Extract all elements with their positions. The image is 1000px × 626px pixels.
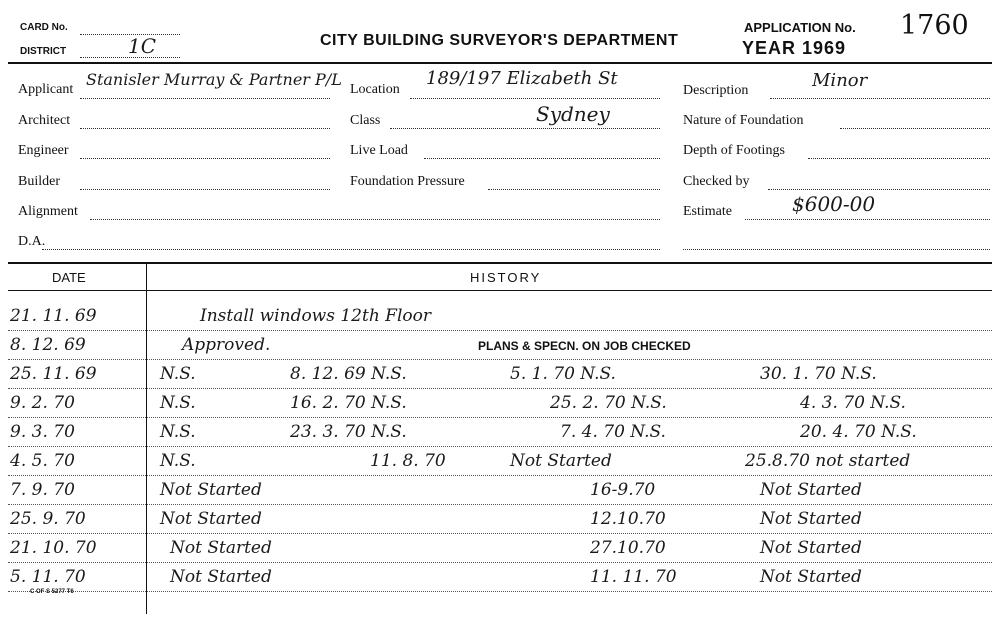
history-entry: 30. 1. 70 N.S. [760, 364, 877, 384]
history-row-line [8, 330, 992, 331]
history-entry: Approved. [182, 335, 271, 355]
history-date: 21. 10. 70 [10, 538, 97, 558]
history-row-line [8, 562, 992, 563]
history-entry: N.S. [160, 364, 196, 384]
applicant-label: Applicant [18, 82, 74, 97]
blank-line [683, 249, 990, 250]
history-date: 25. 11. 69 [10, 364, 97, 384]
history-row-line [8, 388, 992, 389]
da-line [42, 249, 660, 250]
history-row-line [8, 475, 992, 476]
district-value: 1C [128, 34, 157, 58]
year-label: YEAR 1969 [742, 38, 847, 58]
live-load-label: Live Load [350, 143, 408, 158]
checked-by-line [768, 189, 990, 190]
history-entry: 4. 3. 70 N.S. [800, 393, 906, 413]
history-header-rule [8, 290, 992, 291]
history-entry: N.S. [160, 422, 196, 442]
class-label: Class [350, 113, 381, 128]
builder-label: Builder [18, 174, 60, 189]
foundation-pressure-label: Foundation Pressure [350, 174, 465, 189]
architect-line [80, 128, 330, 129]
description-label: Description [683, 83, 749, 98]
engineer-label: Engineer [18, 143, 69, 158]
history-entry: 5. 1. 70 N.S. [510, 364, 616, 384]
history-entry: Not Started [160, 480, 262, 500]
history-entry: Not Started [760, 480, 862, 500]
estimate-value: $600-00 [792, 192, 876, 216]
application-no-value: 1760 [900, 10, 969, 41]
history-column-header: HISTORY [470, 270, 542, 285]
nature-of-foundation-line [840, 128, 990, 129]
date-column-header: DATE [52, 270, 86, 285]
history-entry: 25.8.70 not started [745, 451, 911, 471]
depth-of-footings-label: Depth of Footings [683, 143, 785, 158]
history-entry: 16. 2. 70 N.S. [290, 393, 407, 413]
builder-line [80, 189, 330, 190]
history-date: 4. 5. 70 [10, 451, 75, 471]
header-rule [8, 62, 992, 64]
district-label: DISTRICT [20, 46, 67, 57]
card-no-label: CARD No. [20, 22, 68, 33]
history-row-line [8, 446, 992, 447]
history-row-line [8, 504, 992, 505]
history-date: 7. 9. 70 [10, 480, 75, 500]
location-value-line2: Sydney [536, 102, 610, 126]
engineer-line [80, 158, 330, 159]
history-date: 8. 12. 69 [10, 335, 86, 355]
history-date: 9. 3. 70 [10, 422, 75, 442]
alignment-line [90, 219, 660, 220]
location-value: 189/197 Elizabeth St [426, 68, 618, 89]
da-label: D.A. [18, 234, 46, 249]
history-top-rule [8, 262, 992, 264]
history-entry: 11. 8. 70 [370, 451, 446, 471]
history-entry: 11. 11. 70 [590, 567, 677, 587]
form-number: C OF S 5277 T6 [30, 589, 74, 595]
checked-by-label: Checked by [683, 174, 750, 189]
history-date: 25. 9. 70 [10, 509, 86, 529]
history-entry: Install windows 12th Floor [200, 306, 432, 326]
history-entry: 20. 4. 70 N.S. [800, 422, 917, 442]
description-value: Minor [812, 70, 868, 91]
history-row-line [8, 417, 992, 418]
alignment-label: Alignment [18, 204, 78, 219]
class-line [390, 128, 660, 129]
history-date: 9. 2. 70 [10, 393, 75, 413]
history-entry: Not Started [170, 538, 272, 558]
history-entry: N.S. [160, 451, 196, 471]
history-row-line [8, 591, 992, 592]
department-title: CITY BUILDING SURVEYOR'S DEPARTMENT [320, 32, 679, 49]
nature-of-foundation-label: Nature of Foundation [683, 113, 804, 128]
foundation-pressure-line [488, 189, 660, 190]
history-row-line [8, 359, 992, 360]
estimate-label: Estimate [683, 204, 732, 219]
estimate-line [745, 219, 990, 220]
history-entry: Not Started [760, 509, 862, 529]
history-entry: 23. 3. 70 N.S. [290, 422, 407, 442]
history-entry: Not Started [510, 451, 612, 471]
application-no-label: APPLICATION No. [744, 20, 856, 35]
description-line [770, 98, 990, 99]
architect-label: Architect [18, 113, 71, 128]
history-date: 21. 11. 69 [10, 306, 97, 326]
location-label: Location [350, 82, 400, 97]
history-entry: Not Started [760, 567, 862, 587]
history-entry: 8. 12. 69 N.S. [290, 364, 407, 384]
history-stamp: PLANS & SPECN. ON JOB CHECKED [478, 339, 691, 353]
applicant-value: Stanisler Murray & Partner P/L [86, 70, 342, 89]
history-entry: 16-9.70 [590, 480, 656, 500]
location-line [410, 98, 660, 99]
history-entry: 27.10.70 [590, 538, 666, 558]
history-entry: N.S. [160, 393, 196, 413]
history-entry: 7. 4. 70 N.S. [560, 422, 666, 442]
history-entry: Not Started [170, 567, 272, 587]
depth-of-footings-line [808, 158, 990, 159]
history-entry: Not Started [160, 509, 262, 529]
history-entry: Not Started [760, 538, 862, 558]
applicant-line [80, 98, 330, 99]
live-load-line [424, 158, 660, 159]
history-entry: 25. 2. 70 N.S. [550, 393, 667, 413]
history-date: 5. 11. 70 [10, 567, 86, 587]
history-entry: 12.10.70 [590, 509, 666, 529]
history-row-line [8, 533, 992, 534]
